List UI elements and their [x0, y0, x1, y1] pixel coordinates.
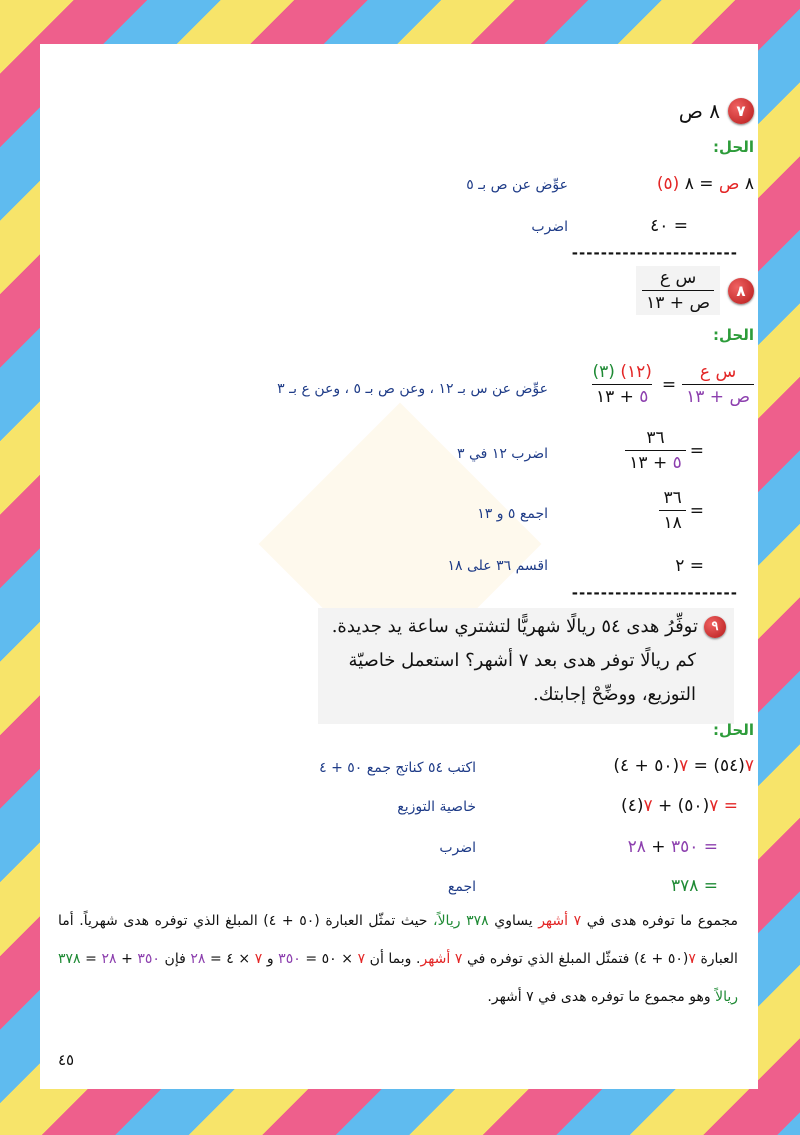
q8-row1-equation: $\frac{\text{س ع}}{\text{ص + ١٣}}$ = $\frac{(١٢) (٣)}{٥ + ١٣}$	[589, 362, 755, 407]
q8-r3-frac	[659, 488, 685, 533]
para-s15: ٧	[254, 951, 263, 967]
para-s14: و	[266, 951, 274, 967]
para-s22: =	[85, 951, 97, 967]
para-s17: ٢٨	[190, 951, 206, 967]
q7-row2-equation: = ٤٠	[650, 216, 688, 236]
q9-r4-a: = ٣٧٨	[670, 876, 718, 896]
q8-r2-den-a: ٥	[672, 453, 682, 473]
q8-r2-num: ٣٦	[646, 428, 665, 448]
q8-r1-lhs	[682, 362, 754, 407]
para-s4: ٣٧٨	[466, 913, 489, 929]
q8-r1-rhs-num-a: (١٢)	[620, 362, 652, 382]
q9-row2-equation	[621, 796, 738, 816]
q9-row1-note: اكتب ٥٤ كناتج جمع ٥٠ + ٤	[319, 760, 476, 776]
para-s24: ريالاً	[715, 989, 738, 1005]
q8-fraction	[636, 266, 720, 315]
q7-r1-coef: ٨	[744, 174, 754, 194]
q8-frac-den: ص + ١٣	[642, 290, 714, 313]
para-s12: × ٥٠ =	[305, 951, 353, 967]
q9-solution-label: الحل:	[713, 721, 754, 739]
para-s8: (٥٠ + ٤) فتمثّل المبلغ الذي توفره في	[466, 951, 689, 967]
q8-row2-equation: = $\frac{٣٦}{٥ + ١٣}$	[625, 428, 704, 473]
para-s18: فإن	[164, 951, 186, 967]
q9-row4-equation	[671, 876, 718, 896]
para-s5: ريالاً،	[433, 913, 461, 929]
q8-r3-den: ١٨	[659, 510, 685, 533]
q7-row1-equation	[657, 174, 754, 194]
q9-r1-a: ٧	[744, 756, 754, 776]
q8-r1-rhs	[589, 362, 656, 407]
worksheet-page	[40, 44, 758, 1089]
q7-header	[679, 98, 754, 124]
q9-question-box	[318, 608, 734, 724]
q9-r1-b: (٥٤) =	[693, 756, 745, 776]
q9-r1-d: (٥٠ + ٤)	[613, 756, 680, 776]
q7-expression: ٨ ص	[678, 99, 720, 123]
separator-2: -----------------------	[571, 584, 738, 602]
q9-row4-note: اجمع	[447, 879, 476, 895]
q9-r3-c: ٢٨	[627, 837, 646, 857]
q9-explanation-paragraph	[58, 902, 738, 1016]
q8-row1-note: عوِّض عن س بـ ١٢ ، وعن ص بـ ٥ ، وعن ع بـ ٣	[277, 381, 548, 397]
para-s10: . وبما أن	[369, 951, 421, 967]
para-s6: حيث تمثّل العبارة (٥٠ + ٤) المبلغ الذي توفره هدى شهرياً. أما العبارة	[58, 913, 738, 967]
q8-r2-frac	[625, 428, 685, 473]
para-s7: ٧	[688, 951, 696, 967]
q9-row2-note: خاصية التوزيع	[397, 799, 476, 815]
para-s21: ٢٨	[101, 951, 117, 967]
q8-row2-note: اضرب ١٢ في ٣	[457, 446, 548, 462]
q9-r1-c: ٧	[679, 756, 689, 776]
q7-row1-note: عوِّض عن ص بـ ٥	[466, 177, 568, 193]
para-s25: وهو مجموع ما توفره هدى في ٧ أشهر.	[487, 989, 711, 1005]
q9-number-badge: ٩	[704, 616, 726, 638]
q9-row3-equation	[628, 837, 718, 857]
q8-number-badge: ٨	[728, 278, 754, 304]
q8-r2-den-b: + ١٣	[629, 453, 668, 473]
q9-r2-d: (٤)	[621, 796, 644, 816]
q8-row4-equation: = ٢	[675, 556, 704, 576]
para-s3: يساوي	[494, 913, 533, 929]
q7-solution-label: الحل:	[713, 138, 754, 156]
q8-row3-note: اجمع ٥ و ١٣	[477, 506, 548, 522]
q8-r3-num: ٣٦	[663, 488, 682, 508]
q8-r1-lhs-den	[682, 384, 754, 407]
q9-r2-a: = ٧	[709, 796, 738, 816]
separator-1: -----------------------	[571, 244, 738, 262]
para-s1: مجموع ما توفره هدى في	[586, 913, 738, 929]
q7-number-badge: ٧	[728, 98, 754, 124]
para-s13: ٣٥٠	[278, 951, 301, 967]
para-s16: × ٤ =	[209, 951, 251, 967]
para-s11: ٧	[357, 951, 366, 967]
para-s2: ٧ أشهر	[538, 913, 582, 929]
q8-r1-lhs-num: س ع	[699, 362, 737, 382]
q7-row2-note: اضرب	[531, 219, 568, 235]
q8-r1-rhs-num-b: (٣)	[592, 362, 615, 382]
q8-r1-rhs-den-a: ٥	[639, 387, 649, 407]
q9-r3-b: +	[651, 837, 666, 857]
q7-r1-var: ص	[718, 174, 740, 194]
q9-r2-b: (٥٠) +	[658, 796, 710, 816]
q9-row3-note: اضرب	[439, 840, 476, 856]
q9-line1-row	[326, 610, 726, 644]
q9-row1-equation	[613, 756, 754, 776]
q8-r1-lhs-den-text: ص + ١٣	[686, 387, 750, 407]
q8-solution-label: الحل:	[713, 326, 754, 344]
q8-r1-rhs-den-b: + ١٣	[595, 387, 634, 407]
para-s9: ٧ أشهر	[420, 951, 463, 967]
q8-header	[636, 266, 754, 315]
q8-row3-equation: = $\frac{٣٦}{١٨}$	[659, 488, 704, 533]
page-number: ٤٥	[58, 1051, 75, 1069]
q9-line2: كم ريالًا توفر هدى بعد ٧ أشهر؟ استعمل خاصيّة	[348, 650, 696, 671]
q9-r3-a: = ٣٥٠	[670, 837, 718, 857]
q9-r2-c: ٧	[643, 796, 653, 816]
q8-row4-note: اقسم ٣٦ على ١٨	[447, 558, 548, 574]
q7-r1-eq: = ٨	[684, 174, 714, 194]
q9-line3: التوزيع، ووضِّحْ إجابتك.	[533, 684, 696, 705]
para-s20: +	[121, 951, 133, 967]
q8-frac-num: س ع	[659, 268, 697, 288]
para-s19: ٣٥٠	[137, 951, 160, 967]
q7-r1-val: (٥)	[656, 174, 680, 194]
q9-line1: توفِّرُ هدى ٥٤ ريالًا شهريًّا لتشتري ساعة يد جديدة.	[331, 616, 698, 637]
para-s23: ٣٧٨	[58, 951, 81, 967]
